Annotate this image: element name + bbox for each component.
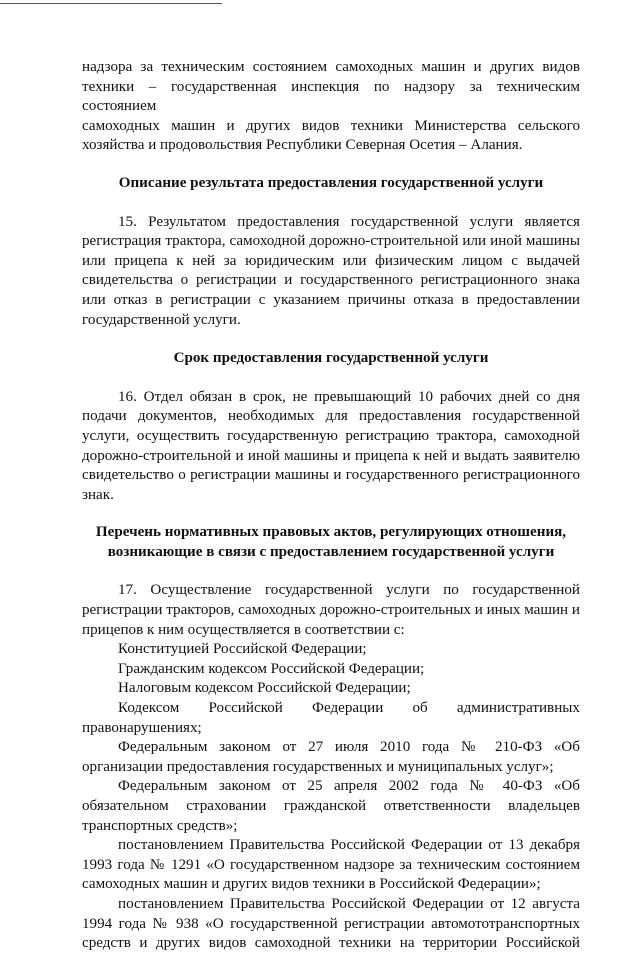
top-rule: [0, 3, 222, 4]
intro-line: хозяйства и продовольствия Республики Северная Осетия – Алания.: [82, 137, 523, 154]
heading-service-term: Срок предоставления государственной услуги: [173, 350, 489, 367]
intro-line: надзора за техническим состоянием самоходных машин и других видов: [82, 59, 580, 75]
list-item-admin-code: [82, 699, 580, 719]
list-item-admin-code-cont: правонарушениях;: [82, 719, 202, 736]
admin-code-word: Кодексом: [118, 700, 180, 717]
list-item-decree-1291: постановлением Правительства Российской Федерации от 13 декабря 1993 года № 1291 «О государственном надзоре за техническим состоянием самоходных машин и других видов техники в Российской Федерации»;: [82, 837, 580, 893]
admin-code-word: Федерации: [312, 700, 384, 717]
list-item-law-210: Федеральным законом от 27 июля 2010 года № 210-ФЗ «Об организации предоставления государственных и муниципальных услуг»;: [82, 739, 580, 775]
list-item-tax-code: Налоговым кодексом Российской Федерации;: [118, 680, 411, 697]
paragraph-17: 17. Осуществление государственной услуги по государственной регистрации тракторов, самоходных дорожно-строительных и иных машин и прицепов к ним осуществляется в соответствии с:: [82, 582, 580, 638]
intro-line: самоходных машин и других видов техники Министерства сельского: [82, 117, 580, 134]
list-item-constitution: Конституцией Российской Федерации;: [118, 641, 367, 658]
list-item-law-40: Федеральным законом от 25 апреля 2002 года № 40-ФЗ «Об обязательном страховании гражданской ответственности владельцев транспортных средств»;: [82, 778, 580, 834]
list-item-decree-938: постановлением Правительства Российской Федерации от 12 августа 1994 года № 938 «О государственной регистрации автомототранспортных средств и других видов самоходной техники на территории Российской: [82, 895, 580, 952]
admin-code-word: об: [412, 700, 428, 717]
intro-line: техники – государственная инспекция по надзору за техническим состоянием: [82, 78, 580, 115]
admin-code-word: Российской: [208, 700, 283, 717]
document-page: [82, 58, 580, 954]
heading-legal-acts-line2: возникающие в связи с предоставлением государственной услуги: [107, 543, 555, 560]
paragraph-15: 15. Результатом предоставления государственной услуги является регистрация трактора, самоходной дорожно-строительной или иной машины или прицепа к ней за юридическим или физическим лицом с выдачей свидетельства о регистрации и государственного регистрационного знака или отказ в регистрации с указанием причины отказа в предоставлении государственной услуги.: [82, 213, 580, 328]
admin-code-word: административных: [456, 700, 580, 717]
heading-legal-acts-line1: Перечень нормативных правовых актов, регулирующих отношения,: [95, 524, 567, 541]
heading-result-description: Описание результата предоставления государственной услуги: [118, 174, 544, 191]
list-item-civil-code: Гражданским кодексом Российской Федерации;: [118, 660, 425, 677]
paragraph-16: 16. Отдел обязан в срок, не превышающий 10 рабочих дней со дня подачи документов, необходимых для предоставления государственной услуги, осуществить государственную регистрацию трактора, самоходной дорожно-строительной и иной машины и прицепа к ней и выдать заявителю свидетельство о регистрации машины и государственного регистрационного знак.: [82, 388, 580, 503]
heading-legal-acts: [82, 523, 580, 562]
